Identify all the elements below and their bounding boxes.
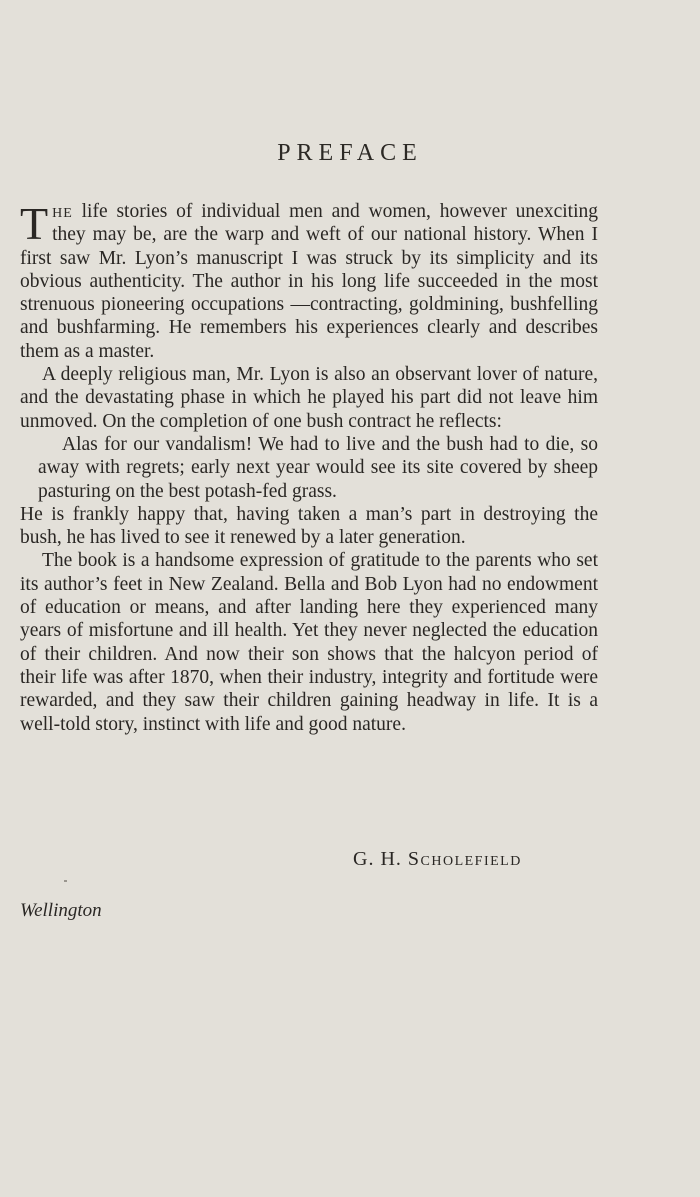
page-title: PREFACE	[277, 140, 423, 166]
preface-body	[20, 200, 598, 736]
page-speck	[64, 880, 67, 882]
block-quote	[20, 433, 598, 503]
paragraph-1-lead: he	[52, 201, 73, 222]
paragraph-4: The book is a handsome expression of gratitude to the parents who set its author’s feet in New Zealand. Bella and Bob Lyon had no endowment of education or means, and after landing here they experienced many years of misfortune and ill health. Yet they never neglected the education of their children. And now their son shows that the halcyon period of their life was after 1870, when their industry, integrity and fortitude were rewarded, and they saw their children gaining headway in life. It is a well-told story, instinct with life and good nature.	[20, 550, 598, 735]
signature-surname: Scholefield	[407, 848, 522, 870]
paragraph-1-text: life stories of individual men and women, however unexciting they may be, are the warp and weft of our national history. When I first saw Mr. Lyon’s manuscript I was struck by its simplicity and its obvious authenticity. The author in his long life succeeded in the most strenuous pioneering occupations —contracting, goldmining, bushfelling and bushfarming. He remembers his experiences clearly and describes them as a master.	[20, 201, 598, 362]
paragraph-3: He is frankly happy that, having taken a man’s part in destroying the bush, he has lived to see it renewed by a later generation.	[20, 503, 598, 549]
signature-initials: G. H.	[353, 848, 402, 870]
drop-cap: T	[20, 198, 49, 249]
block-quote-text: Alas for our vandalism! We had to live and the bush had to die, so away with regrets; early next year would see its site covered by sheep pasturing on the best potash-fed grass.	[38, 433, 598, 502]
author-signature	[353, 848, 522, 871]
paragraph-1	[20, 200, 598, 363]
paragraph-2: A deeply religious man, Mr. Lyon is also an observant lover of nature, and the devastating phase in which he played his part did not leave him unmoved. On the completion of one bush contract he reflects:	[20, 364, 598, 432]
place-name: Wellington	[20, 900, 102, 921]
